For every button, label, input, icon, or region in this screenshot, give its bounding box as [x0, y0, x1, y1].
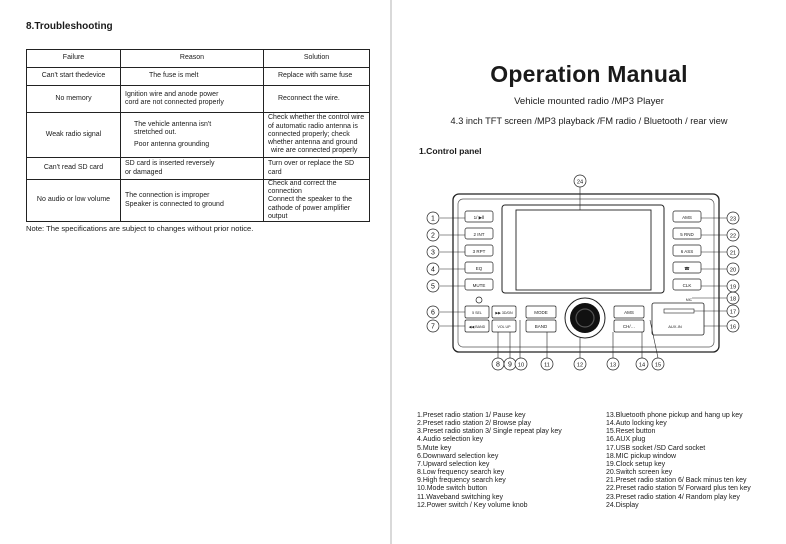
display-screen — [516, 210, 651, 290]
reason-line: SD card is inserted reversely — [125, 160, 215, 168]
callout-12: 12 — [576, 362, 584, 369]
solution-line: connected properly; check — [268, 130, 350, 138]
legend-column-2 — [606, 412, 751, 510]
control-panel-heading: 1.Control panel — [419, 146, 482, 156]
legend-column-1 — [417, 412, 562, 510]
callout-21: 21 — [729, 250, 737, 257]
mute-label: MUTE — [472, 283, 486, 288]
solution-line: Check whether the control wire — [268, 114, 365, 122]
failure-cell: Can't start thedevice — [27, 68, 121, 86]
callout-22: 22 — [729, 233, 737, 240]
ams-group — [614, 306, 644, 332]
callout-23: 23 — [729, 216, 737, 223]
legend-item: 2.Preset radio station 2/ Browse play — [417, 420, 532, 428]
failure-cell: Weak radio signal — [27, 113, 121, 158]
reason-line: Poor antenna grounding — [134, 141, 210, 149]
solution-line: cathode of power amplifier output — [268, 204, 351, 220]
solution-cell — [264, 113, 370, 158]
mic-label: MIC — [685, 298, 693, 302]
legend-item: 22.Preset radio station 5/ Forward plus ten key — [606, 485, 751, 493]
callout-15: 15 — [654, 362, 662, 369]
callout-3: 3 — [431, 249, 435, 257]
legend-item: 8.Low frequency search key — [417, 469, 505, 477]
right-button-column — [673, 211, 701, 290]
preset-2-label: 2 INT — [473, 232, 485, 237]
legend-item: 1.Preset radio station 1/ Pause key — [417, 412, 526, 419]
legend-item: 13.Bluetooth phone pickup and hang up key — [606, 412, 743, 419]
legend-item: 12.Power switch / Key volume knob — [417, 501, 528, 509]
legend-item: 21.Preset radio station 6/ Back minus ten key — [606, 477, 747, 485]
reason-line: The fuse is melt — [149, 72, 199, 80]
knob-body — [570, 303, 600, 333]
solution-cell — [264, 86, 370, 113]
eq-label: EQ — [475, 266, 483, 271]
legend-item: 4.Audio selection key — [417, 436, 484, 444]
reason-cell — [121, 180, 264, 222]
header-reason: Reason — [121, 50, 264, 68]
seek-up-label: ▶▶ 3D/DN — [495, 311, 513, 315]
switch-screen-label: ☎ — [684, 266, 690, 271]
clock-label: CLK — [682, 283, 692, 288]
section-title: 8.Troubleshooting — [26, 21, 113, 32]
legend-item: 3.Preset radio station 3/ Single repeat play key — [417, 428, 562, 436]
callout-6: 6 — [431, 309, 435, 317]
lower-left-buttons — [465, 306, 516, 332]
legend-item: 24.Display — [606, 501, 639, 509]
callout-markers — [427, 175, 739, 370]
troubleshooting-page — [0, 0, 390, 544]
table-row — [27, 86, 370, 113]
troubleshooting-table — [26, 49, 370, 222]
solution-line: Turn over or replace the SD card — [268, 160, 355, 176]
callout-17: 17 — [729, 309, 737, 316]
mode-band-group — [526, 306, 556, 332]
legend-item: 11.Waveband switching key — [417, 493, 503, 501]
legend-item: 5.Mute key — [417, 444, 452, 452]
seek-down-label: VOL UP — [497, 325, 511, 329]
callout-4: 4 — [431, 266, 435, 274]
legend-item: 16.AUX plug — [606, 436, 646, 444]
reason-cell — [121, 86, 264, 113]
legend-item: 7.Upward selection key — [417, 460, 490, 468]
usb-sd-slot-panel — [652, 298, 704, 335]
solution-line: Check and correct the connection — [268, 180, 337, 196]
display-frame — [502, 205, 664, 293]
solution-line: whether antenna and ground — [268, 139, 358, 147]
solution-cell — [264, 180, 370, 222]
callout-16: 16 — [729, 324, 737, 331]
callout-13: 13 — [609, 362, 617, 369]
down-select-label: 5 SEL — [472, 311, 482, 315]
reason-line: Ignition wire and anode power — [125, 90, 219, 98]
legend-item: 9.High frequency search key — [417, 477, 506, 485]
legend-item: 14.Auto locking key — [606, 420, 667, 428]
callout-10: 10 — [517, 362, 525, 369]
reason-line: cord are not connected properly — [125, 99, 224, 106]
manual-subtitle: Vehicle mounted radio /MP3 Player — [514, 96, 664, 107]
failure-cell: No memory — [27, 86, 121, 113]
solution-line: Reconnect the wire. — [278, 94, 340, 102]
legend-item: 6.Downward selection key — [417, 452, 499, 460]
callout-20: 20 — [729, 267, 737, 274]
callout-14: 14 — [638, 362, 646, 369]
table-row — [27, 158, 370, 180]
callout-11: 11 — [544, 362, 550, 369]
preset-4-label: AMS — [682, 215, 692, 220]
reset-button[interactable] — [476, 297, 482, 303]
reason-line: stretched out. — [134, 128, 177, 136]
solution-cell — [264, 158, 370, 180]
legend-item: 20.Switch screen key — [606, 469, 673, 477]
table-header-row — [27, 50, 370, 68]
legend-item: 23.Preset radio station 4/ Random play key — [606, 493, 740, 501]
callout-5: 5 — [431, 283, 435, 291]
failure-cell: Can't read SD card — [27, 158, 121, 180]
callout-9: 9 — [508, 361, 512, 369]
preset-5-label: 5 RND — [680, 232, 694, 237]
manual-title: Operation Manual — [490, 61, 688, 87]
ams-label: AMS — [624, 310, 634, 315]
reason-cell — [121, 113, 264, 158]
failure-cell: No audio or low volume — [27, 180, 121, 222]
solution-line: wire are connected properly — [271, 147, 358, 155]
header-failure: Failure — [27, 50, 121, 68]
callout-8: 8 — [496, 361, 500, 369]
band-label: BAND — [534, 324, 548, 329]
aux-in-label: AUX-IN — [668, 324, 682, 329]
up-select-label: ◀◀ BAND — [468, 325, 486, 329]
callout-1: 1 — [431, 215, 435, 223]
callout-19: 19 — [729, 284, 737, 291]
callout-24: 24 — [576, 179, 584, 186]
legend-item: 18.MIC pickup window — [606, 452, 677, 460]
solution-line: Connect the speaker to the — [268, 196, 353, 204]
volume-knob[interactable] — [565, 298, 605, 338]
legend-item: 17.USB socket /SD Card socket — [606, 444, 706, 452]
callout-7: 7 — [431, 323, 435, 331]
specifications-note: Note: The specifications are subject to changes without prior notice. — [26, 224, 254, 233]
header-solution: Solution — [264, 50, 370, 68]
slot-frame — [652, 303, 704, 335]
reason-line: The connection is improper — [125, 192, 210, 200]
mode-label: MODE — [534, 310, 548, 315]
table-row — [27, 113, 370, 158]
callout-18: 18 — [729, 296, 737, 303]
left-button-column — [465, 211, 493, 290]
legend-item: 10.Mode switch button — [417, 485, 488, 493]
control-panel-diagram — [420, 172, 760, 372]
manual-feature-line: 4.3 inch TFT screen /MP3 playback /FM radio / Bluetooth / rear view — [450, 116, 728, 126]
preset-3-label: 3 RPT — [472, 249, 486, 254]
solution-cell — [264, 68, 370, 86]
solution-line: Replace with same fuse — [278, 72, 353, 80]
bluetooth-call-label: CH/… — [622, 324, 636, 329]
solution-line: of automatic radio antenna is — [268, 122, 358, 130]
reason-line: Speaker is connected to ground — [125, 200, 224, 208]
callout-2: 2 — [431, 232, 435, 240]
table-row — [27, 68, 370, 86]
reason-cell — [121, 158, 264, 180]
operation-manual-page — [392, 0, 786, 544]
reason-line: The vehicle antenna isn't — [134, 120, 212, 128]
preset-1-label: 1/ ▶Ⅱ — [473, 215, 485, 220]
reason-cell — [121, 68, 264, 86]
legend-item: 19.Clock setup key — [606, 460, 666, 468]
table-row — [27, 180, 370, 222]
reason-line: or damaged — [125, 168, 163, 176]
preset-6-label: 6 ASS — [680, 249, 694, 254]
usb-sd-socket[interactable] — [664, 309, 694, 313]
legend-item: 15.Reset button — [606, 428, 656, 436]
